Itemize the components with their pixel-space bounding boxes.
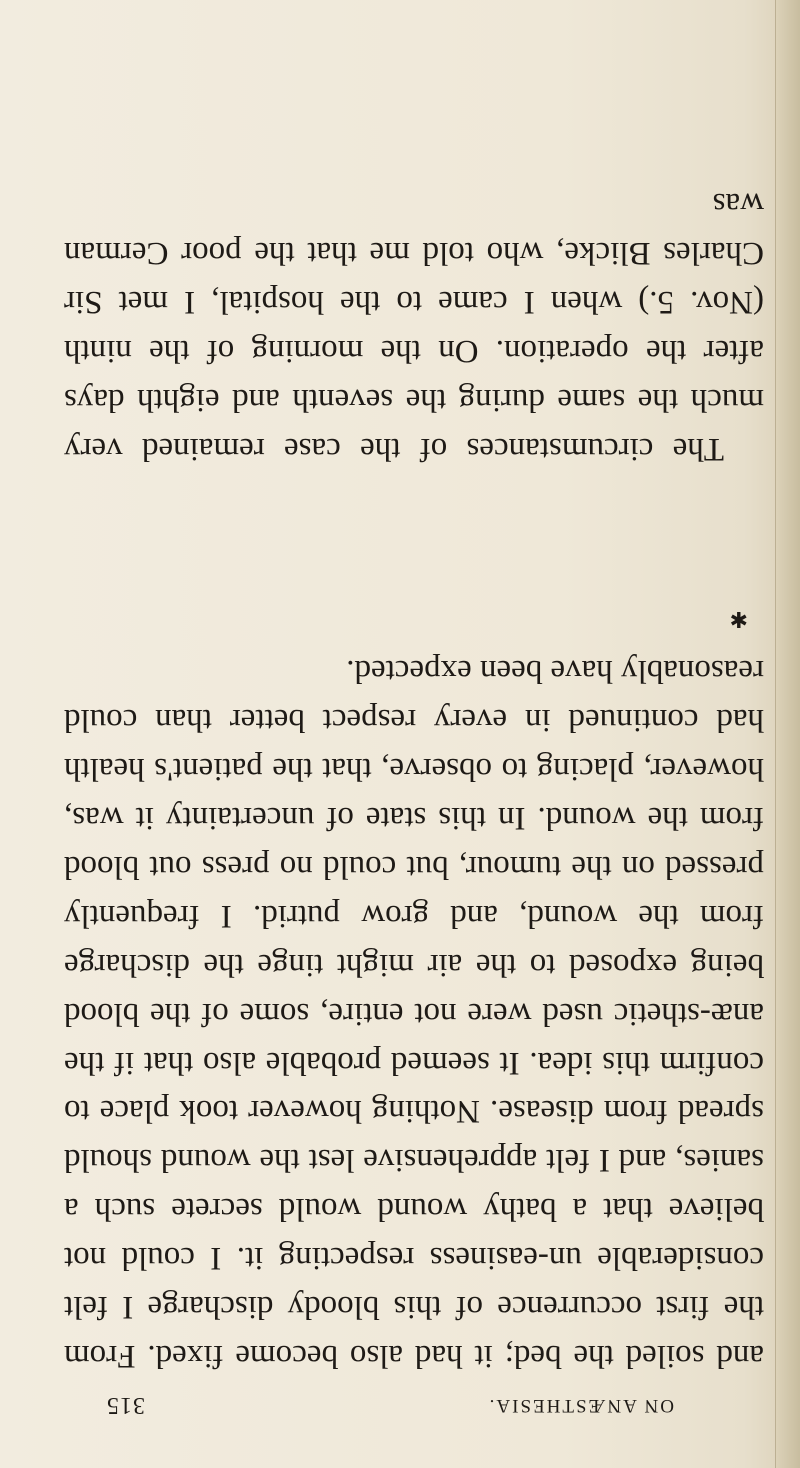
page-edge	[775, 0, 800, 1468]
running-head	[64, 1388, 764, 1418]
upside-down-page-content	[64, 58, 764, 1418]
running-head-title: ON ANÆSTHESIA.	[487, 1395, 674, 1416]
body-paragraph-1: and soiled the bed; it had also become fixed. From the first occurrence of this bloody discharge I felt considerable un-easiness respecting it. I could not believe that a bathy wound would secrete such a sanies, and I felt apprehensive lest the wound should spread from disease. Nothing however took place to confirm this idea. It seemed probable also that if the anæ-sthetic used were not entire, some of the blood being exposed to the air might tinge the discharge from the wound, and grow putrid. I frequently pressed on the tumour, but could no press out blood from the wound. In this state of uncertainty it was, however, placing to observe, that the patient's health had continued in every respect better than could reasonably have been expected.	[64, 653, 764, 1374]
body-paragraph-2: The circumstances of the case remained very much the same during the seventh and eighth days after the operation. On the morning of the ninth (Nov. 5.) when I came to the hospital, I met Sir Charles Blicke, who told me that the poor Cerman was	[64, 186, 764, 467]
margin-mark: ✱	[729, 607, 748, 632]
page-number: 315	[106, 1392, 145, 1418]
